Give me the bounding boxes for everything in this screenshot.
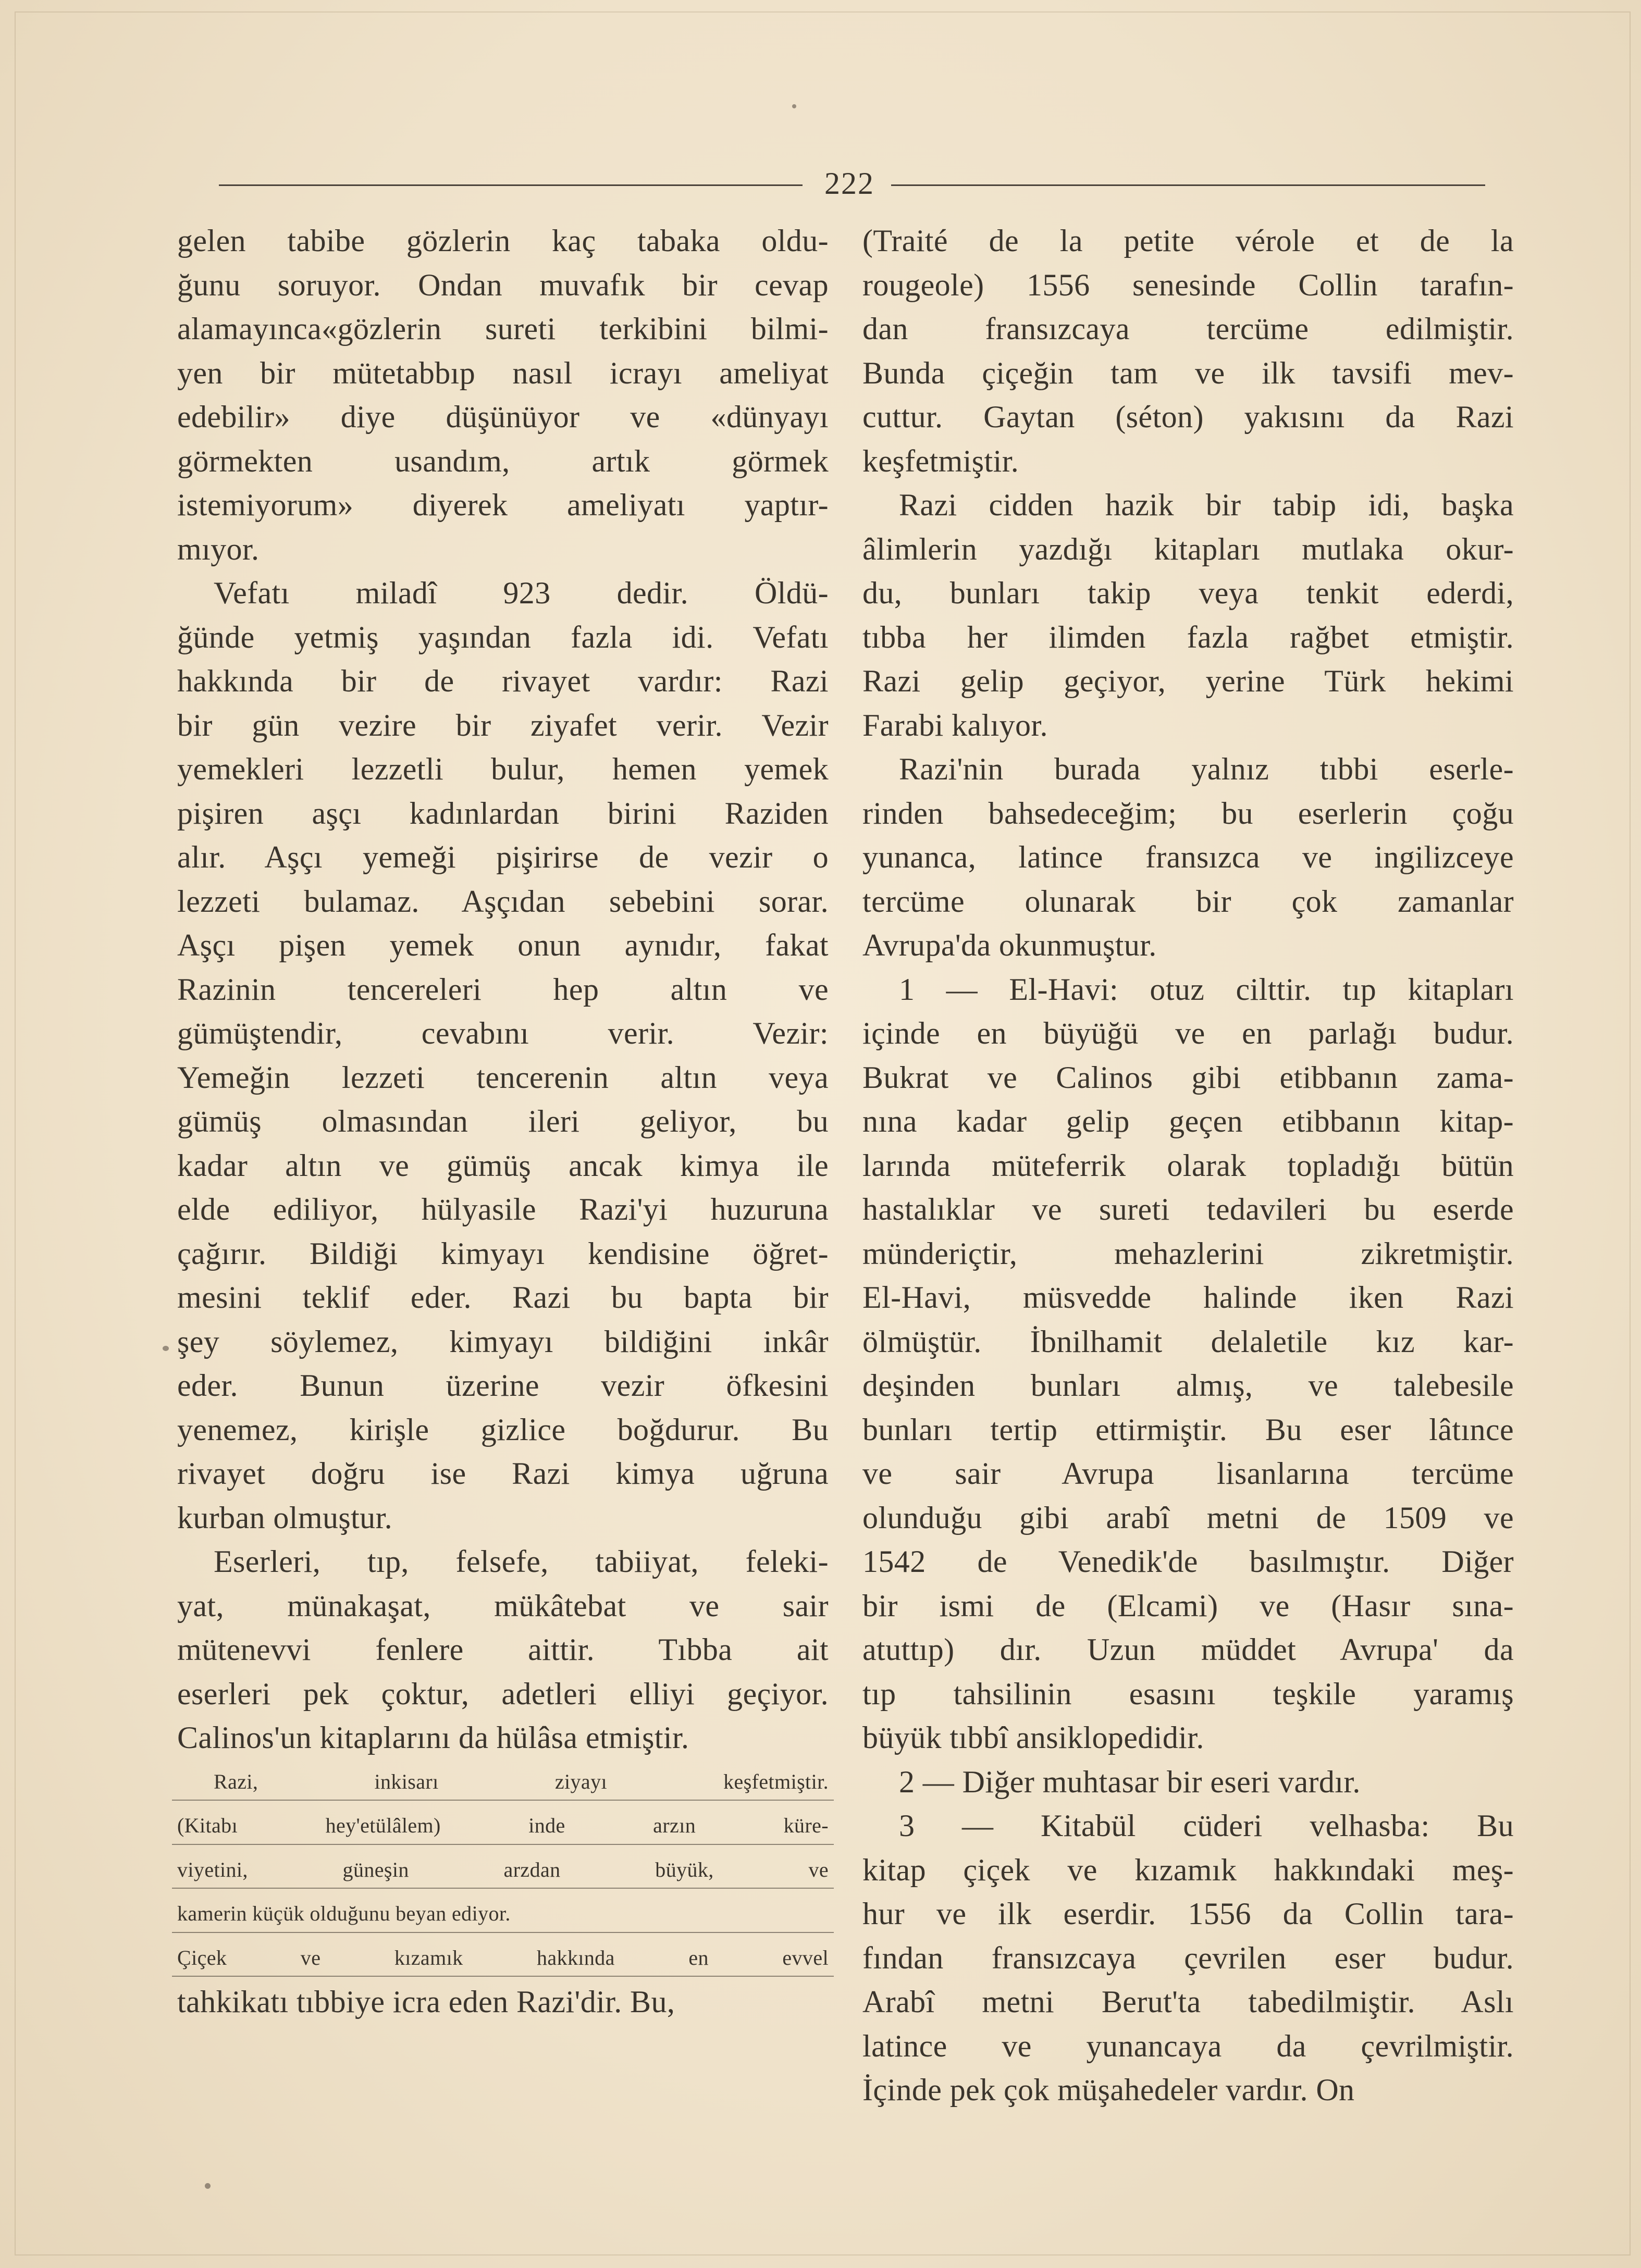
ink-speck — [205, 2183, 211, 2189]
text-line: kamerin küçük olduğunu beyan ediyor. — [177, 1892, 829, 1936]
text-line: du, bunları takip veya tenkit ederdi, — [862, 576, 1514, 610]
text-line: yat, münakaşat, mükâtebat ve sair — [177, 1588, 829, 1623]
text-line: Avrupa'da okunmuştur. — [862, 928, 1157, 962]
text-line: hastalıklar ve sureti tedavileri bu eserde — [862, 1192, 1514, 1226]
text-line: gümüştendir, cevabını verir. Vezir: — [177, 1016, 829, 1050]
text-line: Razinin tencereleri hep altın ve — [177, 972, 829, 1007]
text-line: atuttıp) dır. Uzun müddet Avrupa' da — [862, 1632, 1514, 1667]
text-line: çağırır. Bildiği kimyayı kendisine öğret- — [177, 1236, 829, 1271]
text-line: bir gün vezire bir ziyafet verir. Vezir — [177, 708, 829, 742]
text-line: Razi, inkisarı ziyayı keşfetmiştir. — [177, 1760, 829, 1804]
text-line: tercüme olunarak bir çok zamanlar — [862, 884, 1514, 919]
text-line: lezzeti bulamaz. Aşçıdan sebebini sorar. — [177, 884, 829, 919]
text-line: kadar altın ve gümüş ancak kimya ile — [177, 1148, 829, 1183]
text-line: tıbba her ilimden fazla rağbet etmiştir. — [862, 619, 1514, 654]
text-line: 1 — El-Havi: otuz cilttir. tıp kitapları — [899, 972, 1514, 1007]
text-line: alır. Aşçı yemeği pişirirse de vezir o — [177, 840, 829, 874]
text-line: olunduğu gibi arabî metni de 1509 ve — [862, 1500, 1514, 1535]
text-line: gelen tabibe gözlerin kaç tabaka oldu- — [177, 224, 829, 258]
text-line: rivayet doğru ise Razi kimya uğruna — [177, 1456, 829, 1491]
text-line: (Kitabı hey'etülâlem) inde arzın küre- — [177, 1804, 829, 1848]
left-column — [177, 219, 829, 2024]
text-line: alamayınca«gözlerin sureti terkibini bilmi- — [177, 312, 829, 346]
text-line: Razi cidden hazik bir tabip idi, başka — [899, 488, 1514, 522]
text-line: eserleri pek çoktur, adetleri elliyi geçiyor. — [177, 1676, 829, 1711]
text-line: dan fransızcaya tercüme edilmiştir. — [862, 312, 1514, 346]
text-line: gümüş olmasından ileri geliyor, bu — [177, 1104, 829, 1138]
text-line: âlimlerin yazdığı kitapları mutlaka okur- — [862, 531, 1514, 566]
text-line: Bunda çiçeğin tam ve ilk tavsifi mev- — [862, 355, 1514, 390]
text-line: Razi'nin burada yalnız tıbbi eserle- — [899, 752, 1514, 786]
text-line: yen bir mütetabbıp nasıl icrayı ameliyat — [177, 355, 829, 390]
text-line: tıp tahsilinin esasını teşkile yaramış — [862, 1676, 1514, 1711]
text-line: yenemez, kirişle gizlice boğdurur. Bu — [177, 1412, 829, 1447]
text-line: içinde en büyüğü ve en parlağı budur. — [862, 1016, 1514, 1050]
text-line: kitap çiçek ve kızamık hakkındaki meş- — [862, 1852, 1514, 1887]
header-rule-left — [219, 184, 803, 186]
text-line: ğunu soruyor. Ondan muvafık bir cevap — [177, 267, 829, 302]
text-line: rinden bahsedeceğim; bu eserlerin çoğu — [862, 796, 1514, 831]
text-line: nına kadar gelip geçen etibbanın kitap- — [862, 1104, 1514, 1138]
header-rule-right — [891, 184, 1485, 186]
text-line: tahkikatı tıbbiye icra eden Razi'dir. Bu, — [177, 1985, 675, 2019]
text-line: edebilir» diye düşünüyor ve «dünyayı — [177, 400, 829, 434]
text-line: yemekleri lezzetli bulur, hemen yemek — [177, 752, 829, 786]
text-line: viyetini, güneşin arzdan büyük, ve — [177, 1848, 829, 1892]
text-line: Farabi kalıyor. — [862, 708, 1048, 742]
text-line: Yemeğin lezzeti tencerenin altın veya — [177, 1060, 829, 1095]
text-line: hakkında bir de rivayet vardır: Razi — [177, 664, 829, 698]
text-line: mesini teklif eder. Razi bu bapta bir — [177, 1280, 829, 1315]
text-line: 3 — Kitabül cüderi velhasba: Bu — [899, 1808, 1514, 1843]
text-line: bunları tertip ettirmiştir. Bu eser lâtınce — [862, 1412, 1514, 1447]
text-line: larında müteferrik olarak topladığı bütün — [862, 1148, 1514, 1183]
text-line: şey söylemez, kimyayı bildiğini inkâr — [177, 1324, 829, 1359]
page-header — [219, 166, 1485, 202]
ink-speck — [163, 1346, 169, 1351]
text-line: deşinden bunları almış, ve talebesile — [862, 1368, 1514, 1403]
text-line: hur ve ilk eserdir. 1556 da Collin tara- — [862, 1897, 1514, 1931]
text-line: Bukrat ve Calinos gibi etibbanın zama- — [862, 1060, 1514, 1095]
ink-speck — [792, 104, 796, 108]
text-line: Vefatı miladî 923 dedir. Öldü- — [214, 576, 829, 610]
page-number: 222 — [824, 166, 874, 201]
text-line: Aşçı pişen yemek onun aynıdır, fakat — [177, 928, 829, 962]
text-line: mütenevvi fenlere aittir. Tıbba ait — [177, 1632, 829, 1667]
text-line: Çiçek ve kızamık hakkında en evvel — [177, 1936, 829, 1980]
text-line: ve sair Avrupa lisanlarına tercüme — [862, 1456, 1514, 1491]
right-column — [862, 219, 1514, 2112]
text-line: keşfetmiştir. — [862, 443, 1019, 478]
text-line: 2 — Diğer muhtasar bir eseri vardır. — [899, 1764, 1361, 1799]
text-line: istemiyorum» diyerek ameliyatı yaptır- — [177, 488, 829, 522]
text-line: münderiçtir, mehazlerini zikretmiştir. — [862, 1236, 1514, 1271]
text-line: ölmüştür. İbnilhamit delaletile kız kar- — [862, 1324, 1514, 1359]
text-line: El-Havi, müsvedde halinde iken Razi — [862, 1280, 1514, 1315]
text-line: yunanca, latince fransızca ve ingilizceye — [862, 840, 1514, 874]
text-line: mıyor. — [177, 531, 260, 566]
text-line: bir ismi de (Elcami) ve (Hasır sına- — [862, 1588, 1514, 1623]
text-line: 1542 de Venedik'de basılmıştır. Diğer — [862, 1544, 1514, 1579]
text-line: görmekten usandım, artık görmek — [177, 443, 829, 478]
text-line: Eserleri, tıp, felsefe, tabiiyat, feleki- — [214, 1544, 829, 1579]
text-line: İçinde pek çok müşahedeler vardır. On — [862, 2073, 1355, 2107]
text-line: fından fransızcaya çevrilen eser budur. — [862, 1940, 1514, 1975]
text-line: Razi gelip geçiyor, yerine Türk hekimi — [862, 664, 1514, 698]
text-line: latince ve yunancaya da çevrilmiştir. — [862, 2028, 1514, 2063]
text-line: (Traité de la petite vérole et de la — [862, 224, 1514, 258]
text-line: büyük tıbbî ansiklopedidir. — [862, 1720, 1204, 1755]
text-line: Arabî metni Berut'ta tabedilmiştir. Aslı — [862, 1985, 1514, 2019]
text-line: rougeole) 1556 senesinde Collin tarafın- — [862, 267, 1514, 302]
text-line: Calinos'un kitaplarını da hülâsa etmiştir. — [177, 1720, 689, 1755]
text-line: kurban olmuştur. — [177, 1500, 393, 1535]
text-line: ğünde yetmiş yaşından fazla idi. Vefatı — [177, 619, 829, 654]
text-line: eder. Bunun üzerine vezir öfkesini — [177, 1368, 829, 1403]
text-line: pişiren aşçı kadınlardan birini Raziden — [177, 796, 829, 831]
text-line: cuttur. Gaytan (séton) yakısını da Razi — [862, 400, 1514, 434]
text-line: elde ediliyor, hülyasile Razi'yi huzuruna — [177, 1192, 829, 1226]
